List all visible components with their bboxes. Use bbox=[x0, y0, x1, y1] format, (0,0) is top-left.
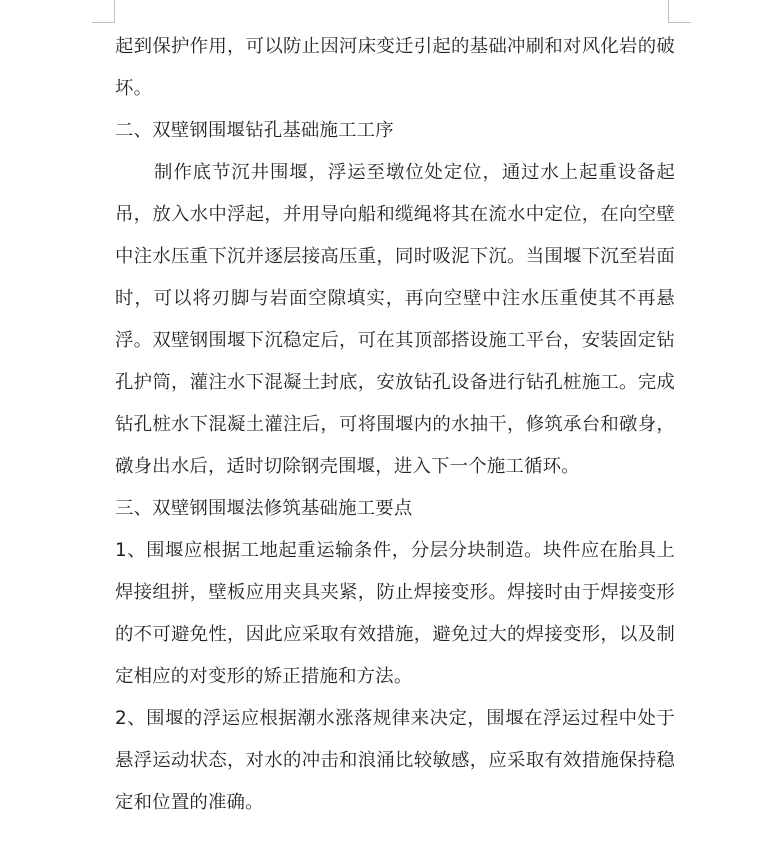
page-corner-mark-left bbox=[92, 0, 115, 23]
page-corner-mark-right bbox=[668, 0, 691, 23]
document-body bbox=[115, 26, 675, 824]
paragraph-foundation-protection: 起到保护作用，可以防止因河床变迁引起的基础冲刷和对风化岩的破坏。 bbox=[115, 36, 675, 99]
paragraph-construction-sequence: 制作底节沉井围堰，浮运至墩位处定位，通过水上起重设备起吊，放入水中浮起，并用导向船和缆绳将其在流水中定位，在向空壁中注水压重下沉并逐层接高压重，同时吸泥下沉。当围堰下沉至岩面时，可以将刃脚与岩面空隙填实，再向空壁中注水压重使其不再悬浮。双壁钢围堰下沉稳定后，可在其顶部搭设施工平台，安装固定钻孔护筒，灌注水下混凝土封底，安放钻孔设备进行钻孔桩施工。完成钻孔桩水下混凝土灌注后，可将围堰内的水抽干，修筑承台和礅身，礅身出水后，适时切除钢壳围堰，进入下一个施工循环。 bbox=[115, 162, 675, 477]
section-heading-construction-key-points: 三、双壁钢围堰法修筑基础施工要点 bbox=[115, 498, 413, 519]
paragraph-key-point-2: 2、围堰的浮运应根据潮水涨落规律来决定，围堰在浮运过程中处于悬浮运动状态，对水的冲击和浪涌比较敏感，应采取有效措施保持稳定和位置的准确。 bbox=[115, 708, 675, 813]
paragraph-key-point-1: 1、围堰应根据工地起重运输条件，分层分块制造。块件应在胎具上焊接组拼，壁板应用夹具夹紧，防止焊接变形。焊接时由于焊接变形的不可避免性，因此应采取有效措施，避免过大的焊接变形，以及制定相应的对变形的矫正措施和方法。 bbox=[115, 540, 675, 687]
section-heading-construction-sequence: 二、双壁钢围堰钻孔基础施工工序 bbox=[115, 120, 394, 141]
